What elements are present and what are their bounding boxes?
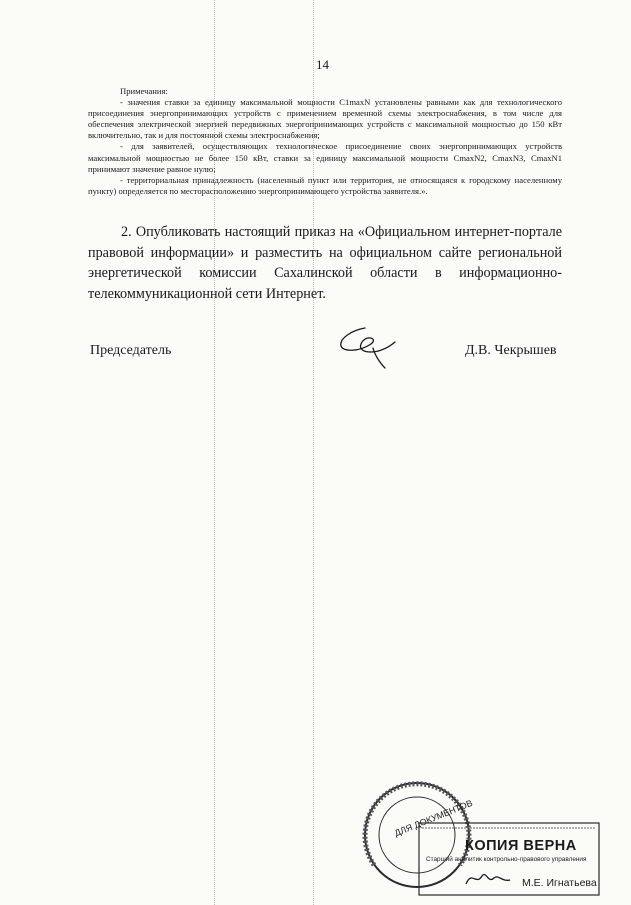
note-item: - значения ставки за единицу максимальной мощности C1maxN установлены равными как для технологического присоединения энергопринимающих устройств с применением временной схемы электроснабжения, в том числе для обеспечения электрической энергией передвижных энергопринимающих устройств с максимальной мощностью до 150 кВт включительно, так и для постоянной схемы электроснабжения; [88, 97, 562, 141]
stamp-title: КОПИЯ ВЕРНА [465, 838, 577, 854]
signatory-position: Председатель [90, 343, 172, 358]
stamp-for-documents-label: ДЛЯ ДОКУМЕНТОВ [393, 797, 474, 839]
page-number: 14 [316, 57, 329, 72]
signatory-name: Д.В. Чекрышев [465, 343, 557, 358]
stamp-name: М.Е. Игнатьева [522, 877, 597, 889]
publication-paragraph: 2. Опубликовать настоящий приказ на «Официальном интернет-портале правовой информации» и разместить на официальном сайте региональной энергетической комиссии Сахалинской области в информационно-телекоммуникационной сети Интернет. [88, 224, 562, 302]
main-paragraph-section [88, 222, 562, 304]
note-item: - территориальная принадлежность (населенный пункт или территория, не относящаяся к городскому населенному пункту) определяется по месторасположению энергопринимающего устройства заявителя.». [88, 174, 562, 196]
notes-title: Примечания: [120, 86, 168, 96]
notes-section [88, 86, 562, 197]
handwritten-signature-icon [335, 322, 407, 370]
stamp-position: Старший аналитик контрольно-правового управления [426, 856, 587, 863]
stamp-signature-icon [462, 866, 512, 890]
note-item: - для заявителей, осуществляющих технологическое присоединение своих энергопринимающих устройств максимальной мощностью не более 150 кВт, ставки за единицу максимальной мощности CmaxN2, CmaxN3, CmaxN1 принимают значение равное нулю; [88, 141, 562, 174]
